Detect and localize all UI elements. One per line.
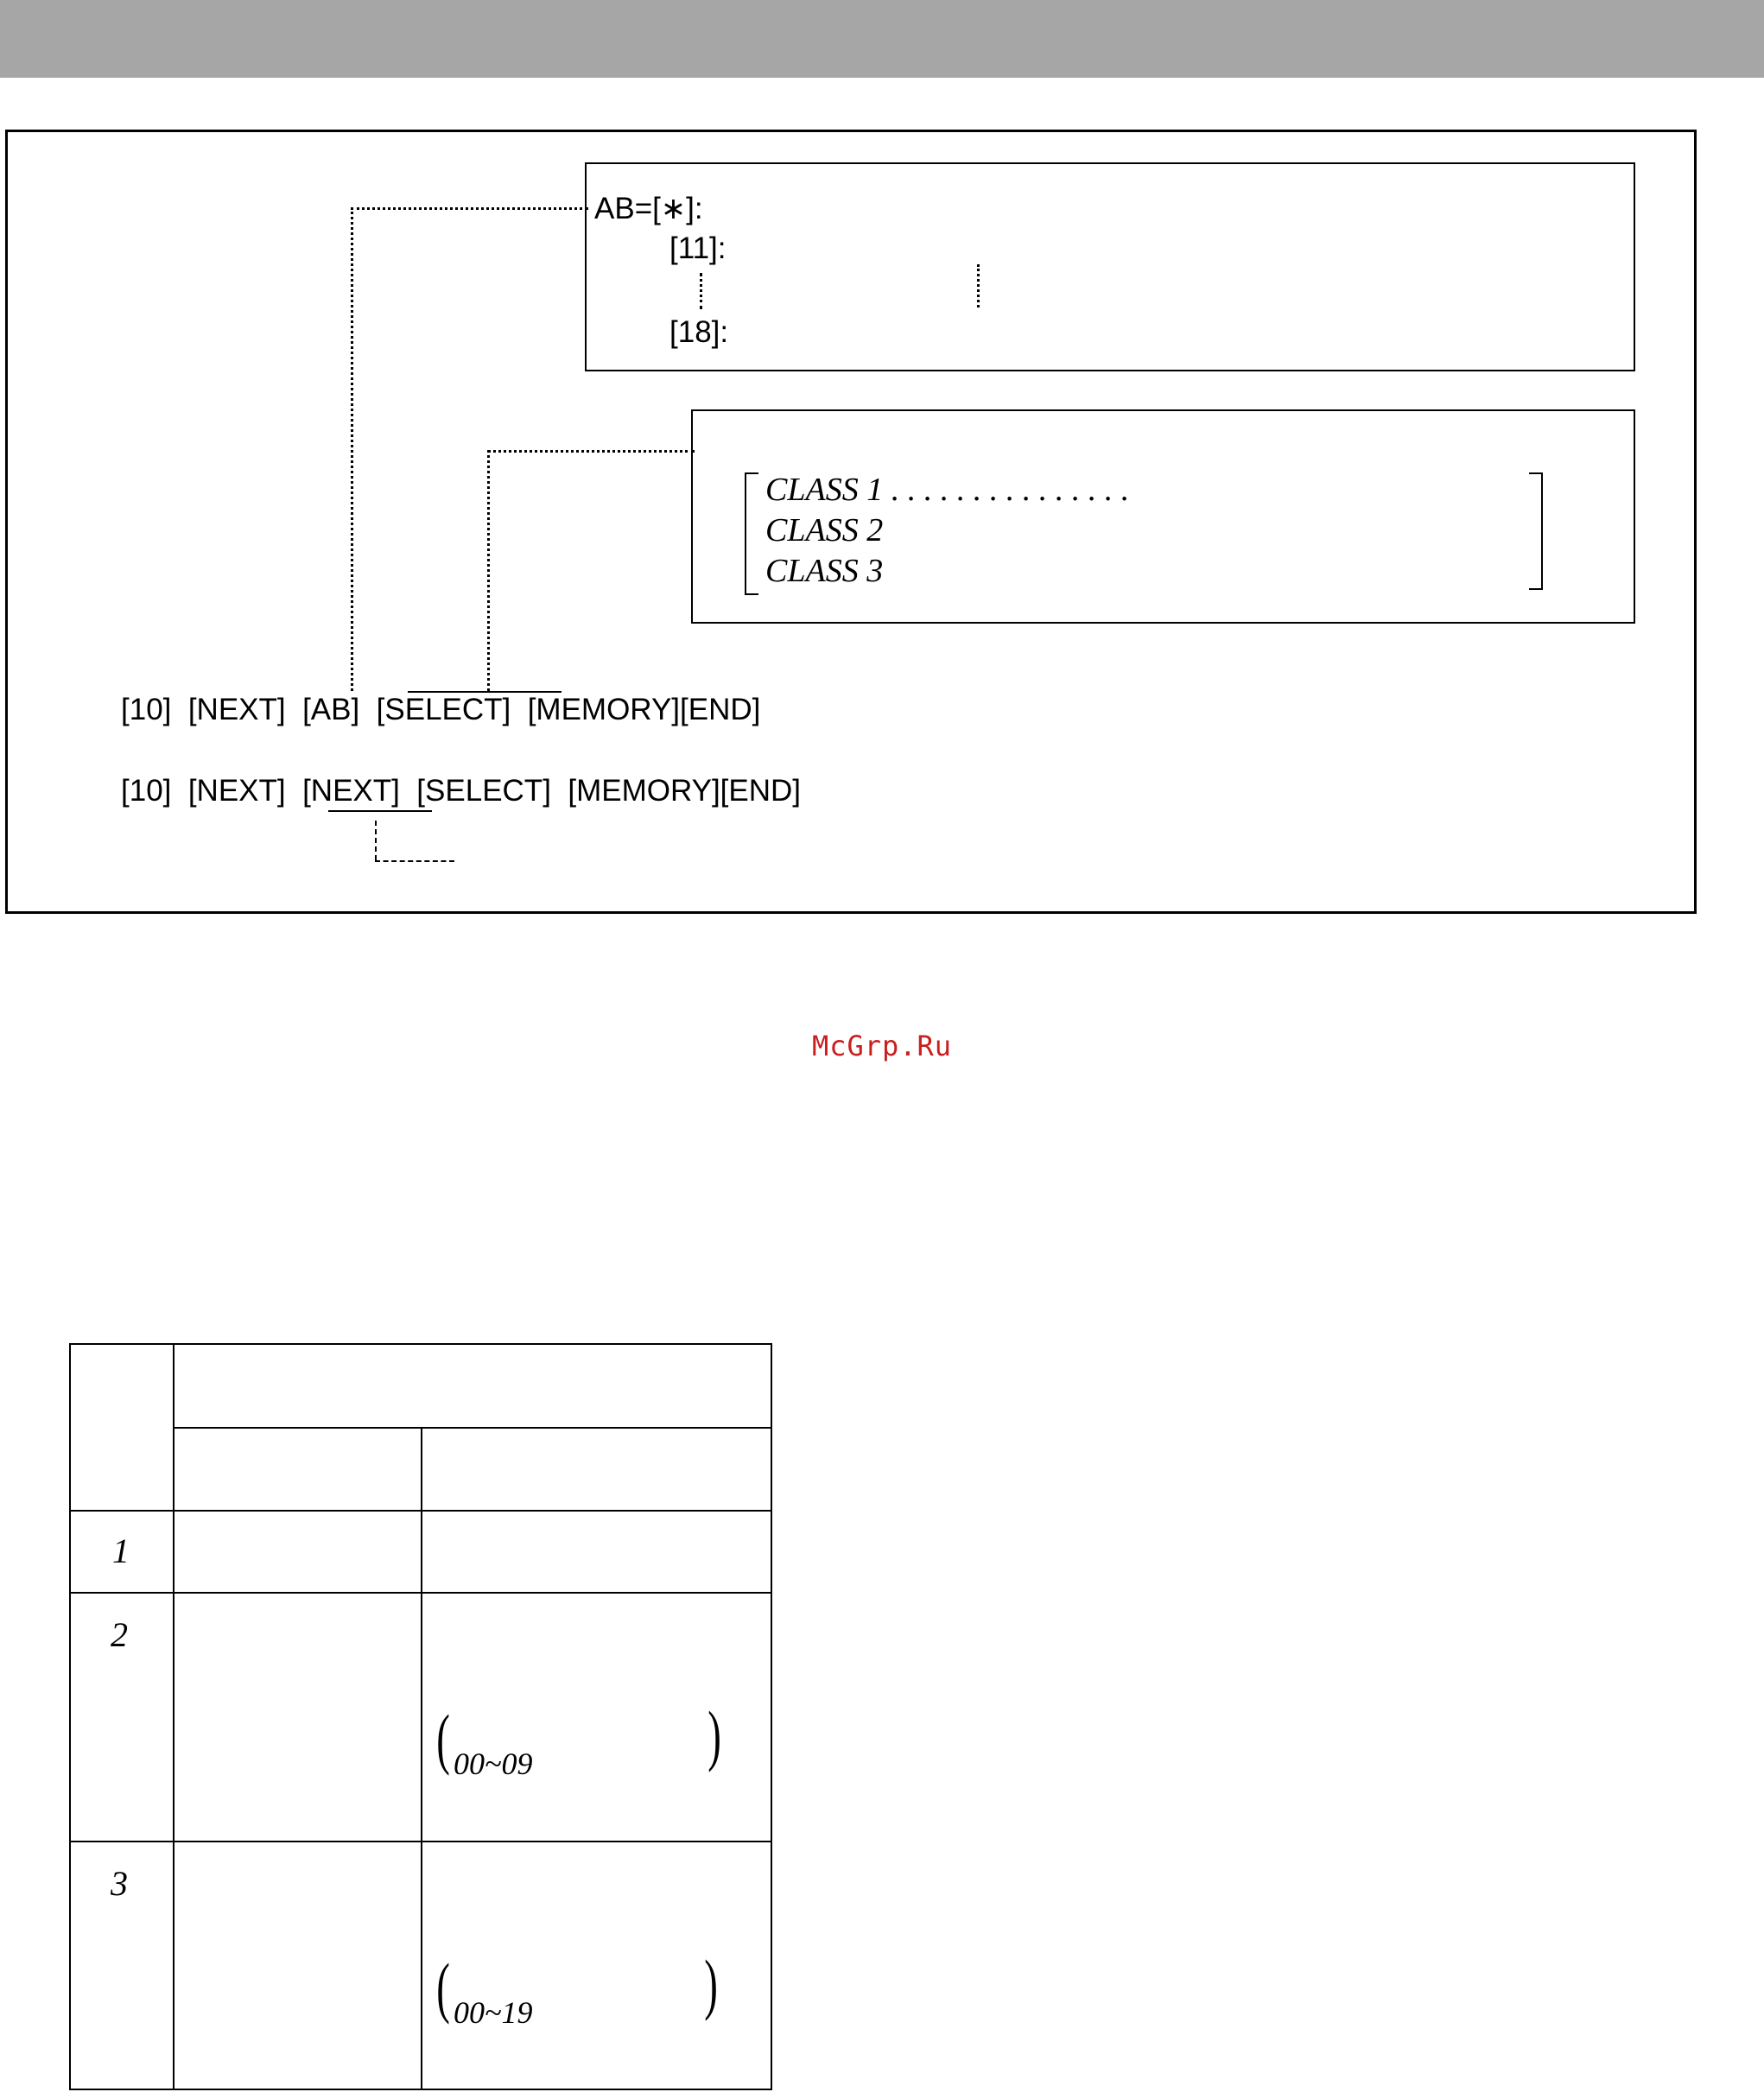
connector-ab-vertical [351,207,353,691]
table-border-top [69,1343,772,1345]
vertical-ellipsis [700,273,702,309]
vertical-ellipsis [977,264,980,307]
open-paren: ( [436,1701,450,1776]
connector-select-horizontal [487,450,695,453]
range-row-3: 00~19 [454,1995,533,2030]
connector-ab-horizontal [351,207,588,210]
class-1-label: CLASS 1 . . . . . . . . . . . . . . . [765,472,1130,508]
select-overline [408,691,562,693]
header-bar [0,0,1764,78]
range-row-2: 00~09 [454,1747,533,1781]
left-bracket [745,472,758,595]
display-line-18: [18]: [669,315,729,349]
table-column-divider [421,1427,422,2090]
display-line-11: [11]: [669,231,727,265]
close-paren: ) [708,1697,721,1772]
key-sequence-2: [10] [NEXT] [NEXT] [SELECT] [MEMORY][END] [121,774,802,808]
table-column-divider [173,1343,174,2090]
table-border-left [69,1343,71,2090]
next-underline [328,810,432,812]
next-connector-vertical [375,821,377,860]
right-bracket [1529,472,1543,590]
table-border-right [771,1343,772,2090]
key-sequence-1: [10] [NEXT] [AB] [SELECT] [MEMORY][END] [121,693,761,726]
open-paren: ( [436,1949,450,2025]
display-box [585,162,1635,371]
table-header-divider [173,1427,772,1429]
next-connector-horizontal [375,860,454,862]
row-number-2: 2 [111,1615,128,1654]
watermark: McGrp.Ru [811,1030,953,1062]
connector-select-vertical [487,450,490,691]
class-3-label: CLASS 3 [765,553,884,589]
row-number-3: 3 [111,1864,128,1903]
display-line-ab: AB=[∗]: [594,192,703,225]
class-2-label: CLASS 2 [765,512,884,548]
close-paren: ) [704,1946,718,2021]
row-number-1: 1 [112,1531,130,1570]
